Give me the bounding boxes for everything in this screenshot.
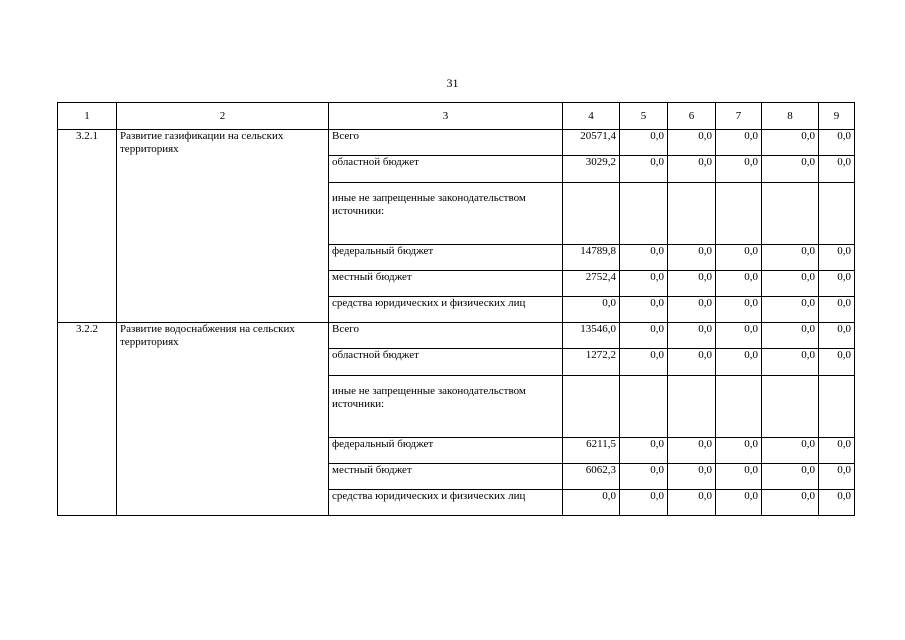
value-cell — [716, 376, 762, 438]
value-cell — [668, 376, 716, 438]
value-cell: 0,0 — [716, 323, 762, 349]
funding-source: областной бюджет — [329, 156, 563, 183]
value-cell — [620, 376, 668, 438]
value-cell: 0,0 — [716, 349, 762, 376]
value-cell: 0,0 — [716, 464, 762, 490]
value-cell — [819, 183, 855, 245]
column-header: 2 — [117, 103, 329, 130]
column-header: 5 — [620, 103, 668, 130]
value-cell: 0,0 — [819, 271, 855, 297]
value-cell: 0,0 — [716, 130, 762, 156]
value-cell: 0,0 — [819, 297, 855, 323]
funding-source: иные не запрещенные законодательством источники: — [329, 183, 563, 245]
value-cell: 0,0 — [668, 490, 716, 516]
value-cell: 0,0 — [620, 271, 668, 297]
value-cell: 0,0 — [762, 130, 819, 156]
value-cell — [716, 183, 762, 245]
value-cell: 0,0 — [668, 297, 716, 323]
value-cell — [620, 183, 668, 245]
funding-source: областной бюджет — [329, 349, 563, 376]
column-header: 7 — [716, 103, 762, 130]
value-cell: 0,0 — [620, 156, 668, 183]
value-cell: 0,0 — [819, 130, 855, 156]
column-header: 4 — [563, 103, 620, 130]
value-cell: 0,0 — [716, 156, 762, 183]
item-code: 3.2.1 — [58, 130, 117, 323]
value-cell: 0,0 — [620, 438, 668, 464]
value-cell: 0,0 — [762, 490, 819, 516]
column-header: 8 — [762, 103, 819, 130]
funding-source: местный бюджет — [329, 271, 563, 297]
value-cell: 13546,0 — [563, 323, 620, 349]
funding-source: средства юридических и физических лиц — [329, 490, 563, 516]
value-cell: 0,0 — [563, 490, 620, 516]
value-cell: 0,0 — [620, 323, 668, 349]
item-name: Развитие газификации на сельских территориях — [117, 130, 329, 323]
value-cell: 0,0 — [819, 490, 855, 516]
value-cell — [563, 376, 620, 438]
value-cell: 0,0 — [762, 156, 819, 183]
column-header: 1 — [58, 103, 117, 130]
value-cell — [563, 183, 620, 245]
page-number: 31 — [446, 76, 459, 90]
value-cell: 0,0 — [716, 245, 762, 271]
header-row — [58, 103, 855, 130]
table-row — [58, 323, 855, 349]
value-cell — [762, 183, 819, 245]
value-cell: 0,0 — [668, 245, 716, 271]
value-cell: 0,0 — [668, 156, 716, 183]
item-code: 3.2.2 — [58, 323, 117, 516]
value-cell: 0,0 — [819, 349, 855, 376]
value-cell: 0,0 — [762, 438, 819, 464]
funding-source: федеральный бюджет — [329, 245, 563, 271]
value-cell: 0,0 — [716, 297, 762, 323]
value-cell: 1272,2 — [563, 349, 620, 376]
value-cell: 0,0 — [819, 438, 855, 464]
value-cell: 0,0 — [716, 490, 762, 516]
funding-source: иные не запрещенные законодательством источники: — [329, 376, 563, 438]
funding-source: Всего — [329, 130, 563, 156]
value-cell: 20571,4 — [563, 130, 620, 156]
budget-table — [57, 102, 855, 516]
value-cell: 0,0 — [668, 271, 716, 297]
value-cell: 0,0 — [819, 464, 855, 490]
funding-source: Всего — [329, 323, 563, 349]
value-cell: 0,0 — [668, 464, 716, 490]
value-cell: 14789,8 — [563, 245, 620, 271]
value-cell: 0,0 — [762, 349, 819, 376]
funding-source: федеральный бюджет — [329, 438, 563, 464]
value-cell: 0,0 — [668, 130, 716, 156]
column-header: 6 — [668, 103, 716, 130]
item-name: Развитие водоснабжения на сельских территориях — [117, 323, 329, 516]
column-header: 9 — [819, 103, 855, 130]
value-cell: 3029,2 — [563, 156, 620, 183]
table-row — [58, 130, 855, 156]
value-cell: 0,0 — [668, 438, 716, 464]
value-cell: 0,0 — [620, 245, 668, 271]
value-cell: 0,0 — [620, 490, 668, 516]
value-cell: 6211,5 — [563, 438, 620, 464]
value-cell: 0,0 — [620, 130, 668, 156]
value-cell: 0,0 — [620, 297, 668, 323]
value-cell: 0,0 — [668, 349, 716, 376]
value-cell: 0,0 — [762, 245, 819, 271]
value-cell: 0,0 — [819, 323, 855, 349]
value-cell: 0,0 — [762, 297, 819, 323]
value-cell — [668, 183, 716, 245]
value-cell: 6062,3 — [563, 464, 620, 490]
value-cell: 0,0 — [819, 156, 855, 183]
value-cell — [762, 376, 819, 438]
value-cell: 0,0 — [762, 464, 819, 490]
value-cell: 2752,4 — [563, 271, 620, 297]
column-header: 3 — [329, 103, 563, 130]
value-cell: 0,0 — [668, 323, 716, 349]
value-cell — [819, 376, 855, 438]
value-cell: 0,0 — [563, 297, 620, 323]
value-cell: 0,0 — [819, 245, 855, 271]
value-cell: 0,0 — [716, 438, 762, 464]
value-cell: 0,0 — [762, 271, 819, 297]
value-cell: 0,0 — [762, 323, 819, 349]
value-cell: 0,0 — [716, 271, 762, 297]
value-cell: 0,0 — [620, 349, 668, 376]
funding-source: средства юридических и физических лиц — [329, 297, 563, 323]
value-cell: 0,0 — [620, 464, 668, 490]
funding-source: местный бюджет — [329, 464, 563, 490]
